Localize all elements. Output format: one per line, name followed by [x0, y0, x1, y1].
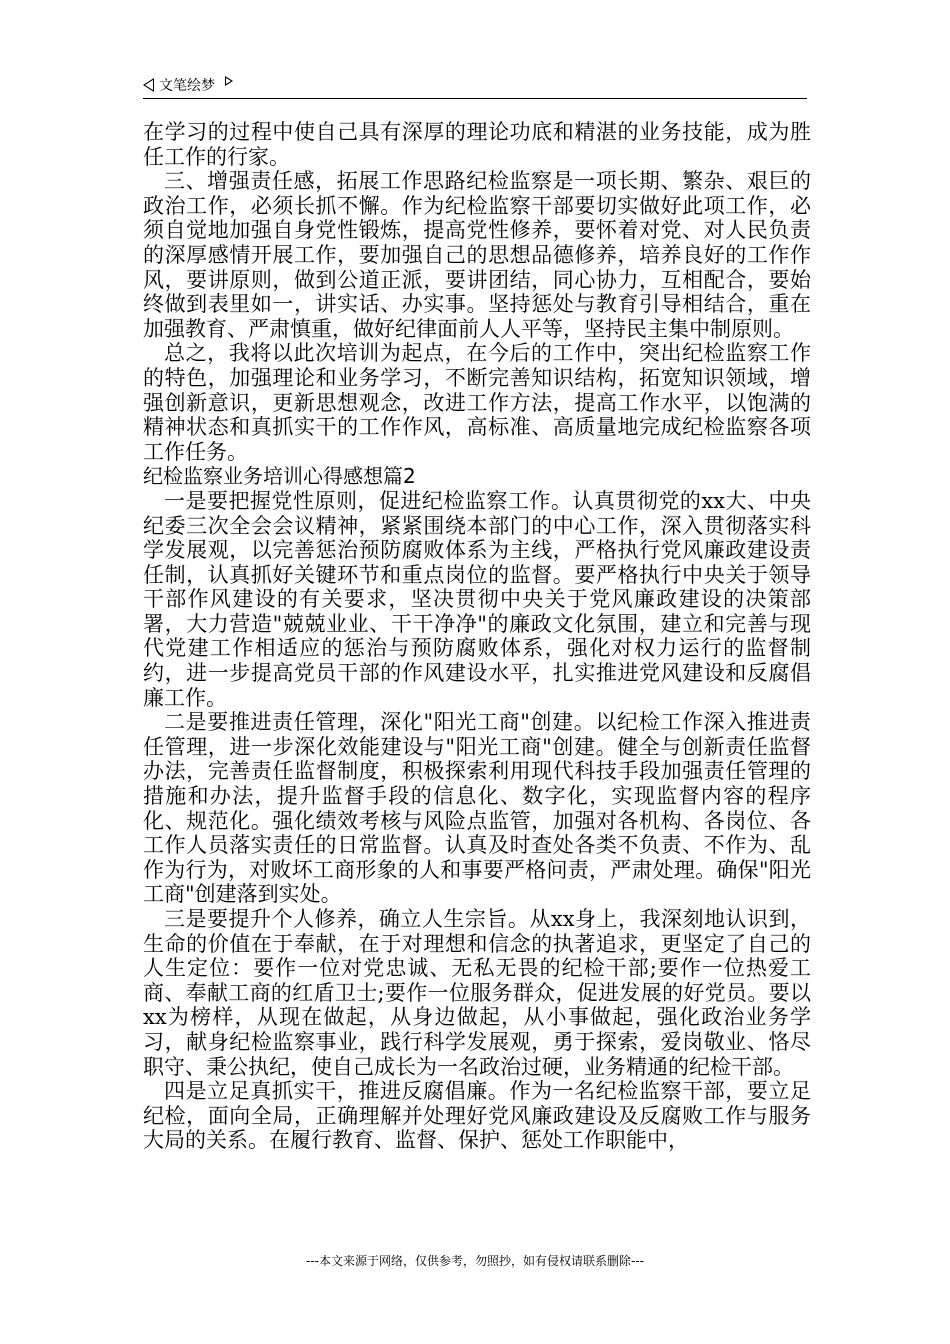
paragraph: 二是要推进责任管理，深化"阳光工商"创建。以纪检工作深入推进责任管理，进一步深化效能建设与"阳光工商"创建。健全与创新责任监督办法，完善责任监督制度，积极探索利用现代科技手段加强责任管理的措施和办法，提升监督手段的信息化、数字化，实现监督内容的程序化、规范化。强化绩效考核与风险点监管，加强对各机构、各岗位、各工作人员落实责任的日常监督。认真及时查处各类不负责、不作为、乱作为行为，对败坏工商形象的人和事要严格问责，严肃处理。确保"阳光工商"创建落到实处。 [143, 710, 811, 907]
document-body [143, 120, 811, 1153]
paragraph: 在学习的过程中使自己具有深厚的理论功底和精湛的业务技能，成为胜任工作的行家。 [143, 120, 811, 169]
section-heading: 纪检监察业务培训心得感想篇2 [143, 464, 416, 489]
triangle-right-icon [225, 76, 233, 86]
paragraph: 三是要提升个人修养，确立人生宗旨。从xx身上，我深刻地认识到，生命的价值在于奉献，在于对理想和信念的执著追求，更坚定了自己的人生定位：要作一位对党忠诚、无私无畏的纪检干部;要作一位热爱工商、奉献工商的红盾卫士;要作一位服务群众，促进发展的好党员。要以xx为榜样，从现在做起，从身边做起，从小事做起，强化政治业务学习，献身纪检监察事业，践行科学发展观，勇于探索，爱岗敬业、恪尽职守、秉公执纪，使自己成长为一名政治过硬，业务精通的纪检干部。 [143, 907, 811, 1079]
header-title: 文笔绘梦 [159, 78, 215, 94]
paragraph: 三、增强责任感，拓展工作思路纪检监察是一项长期、繁杂、艰巨的政治工作，必须长抓不懈。作为纪检监察干部要切实做好此项工作，必须自觉地加强自身党性锻炼，提高党性修养，要怀着对党、对人民负责的深厚感情开展工作，要加强自己的思想品德修养，培养良好的工作作风，要讲原则，做到公道正派，要讲团结，同心协力，互相配合，要始终做到表里如一，讲实话、办实事。坚持惩处与教育引导相结合，重在加强教育、严肃慎重，做好纪律面前人人平等，坚持民主集中制原则。 [143, 169, 811, 341]
paragraph: 四是立足真抓实干，推进反腐倡廉。作为一名纪检监察干部，要立足纪检，面向全局，正确理解并处理好党风廉政建设及反腐败工作与服务大局的关系。在履行教育、监督、保护、惩处工作职能中， [143, 1079, 811, 1153]
page-footer: ---本文来源于网络，仅供参考，勿照抄，如有侵权请联系删除--- [306, 1254, 644, 1268]
triangle-left-icon [143, 78, 154, 92]
paragraph: 一是要把握党性原则，促进纪检监察工作。认真贯彻党的xx大、中央纪委三次全会会议精神，紧紧围绕本部门的中心工作，深入贯彻落实科学发展观，以完善惩治预防腐败体系为主线，严格执行党风廉政建设责任制，认真抓好关键环节和重点岗位的监督。要严格执行中央关于领导干部作风建设的有关要求，坚决贯彻中央关于党风廉政建设的决策部署，大力营造"兢兢业业、干干净净"的廉政文化氛围，建立和完善与现代党建工作相适应的惩治与预防腐败体系，强化对权力运行的监督制约，进一步提高党员干部的作风建设水平，扎实推进党风建设和反腐倡廉工作。 [143, 488, 811, 710]
paragraph: 总之，我将以此次培训为起点，在今后的工作中，突出纪检监察工作的特色，加强理论和业务学习，不断完善知识结构，拓宽知识领域，增强创新意识，更新思想观念，改进工作方法，提高工作水平，以饱满的精神状态和真抓实干的工作作风，高标准、高质量地完成纪检监察各项工作任务。 [143, 341, 811, 464]
page-header [143, 72, 807, 99]
